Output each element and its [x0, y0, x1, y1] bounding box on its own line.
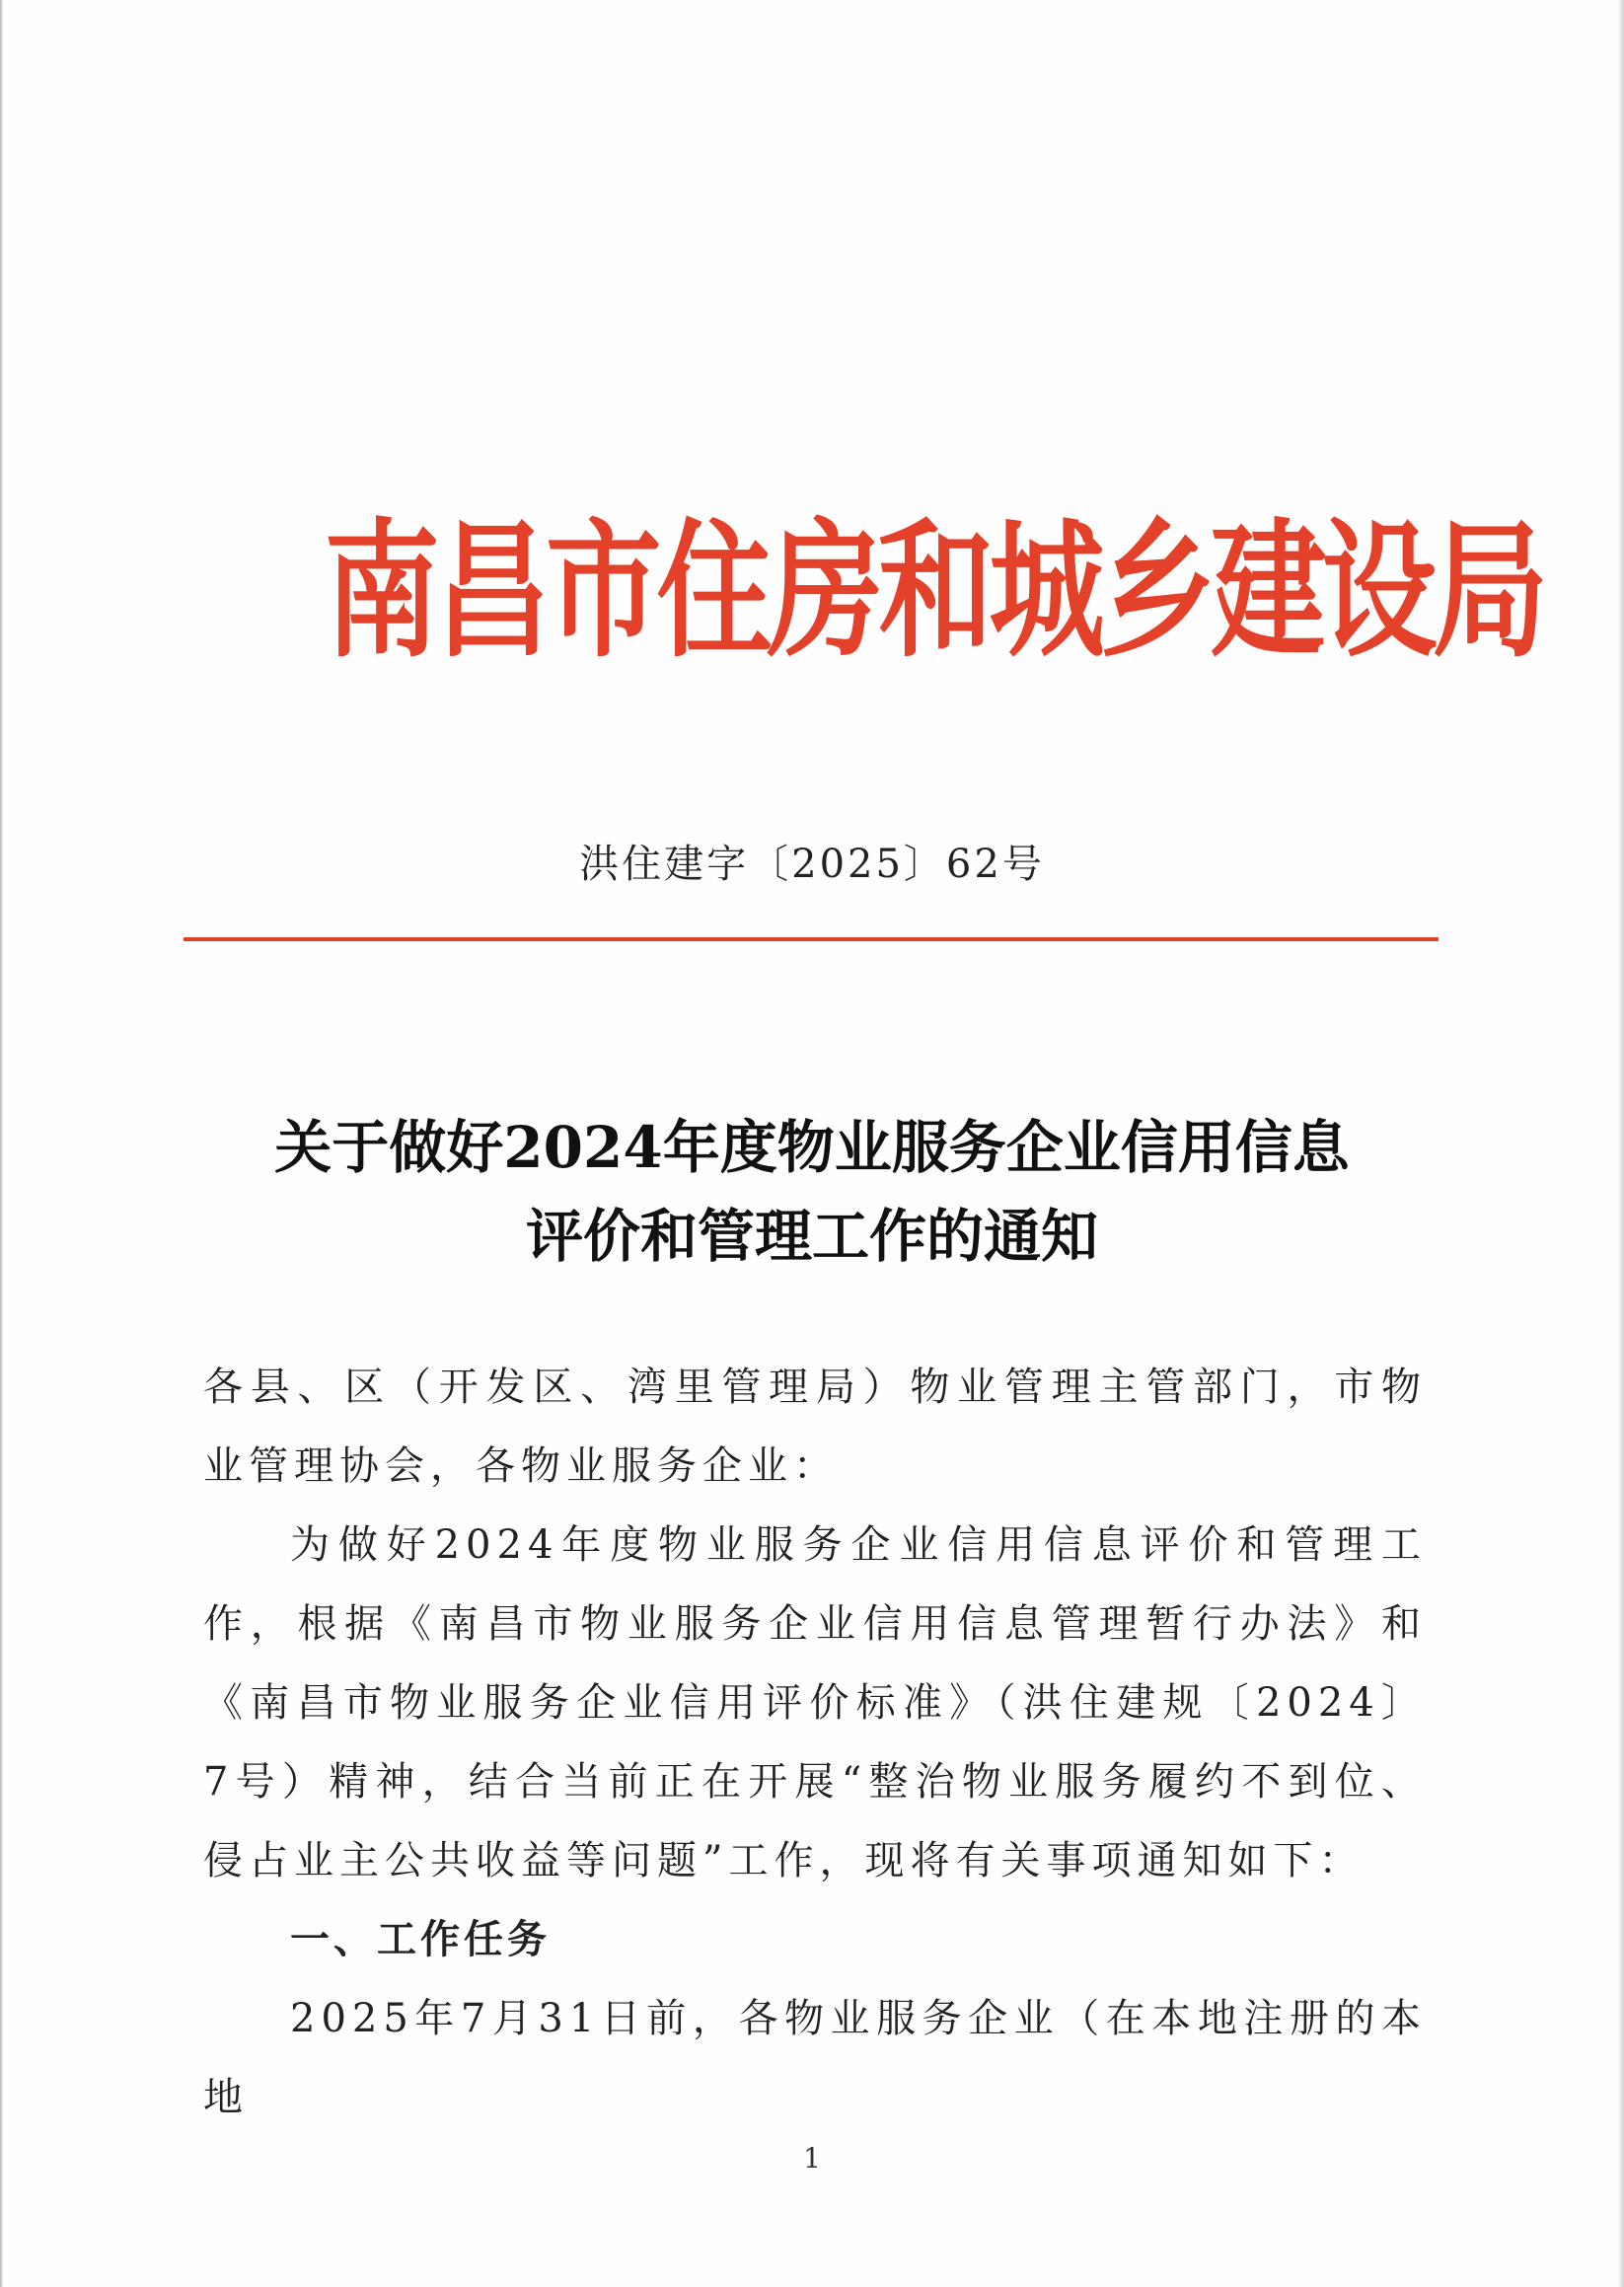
page-number: 1: [803, 2142, 821, 2175]
notice-title-line-2: 评价和管理工作的通知: [525, 1203, 1098, 1270]
red-separator-line: [184, 937, 1439, 941]
notice-title: [0, 1103, 1624, 1281]
notice-title-line-1: 关于做好2024年度物业服务企业信用信息: [274, 1114, 1350, 1181]
section-heading-work-tasks: 一、工作任务: [290, 1917, 551, 1962]
paragraph-work-tasks: 2025年7月31日前，各物业服务企业（在本地注册的本地: [203, 1996, 1427, 2120]
issuer-red-header: 南昌市住房和城乡建设局: [324, 506, 1544, 678]
paragraph-intro: 为做好2024年度物业服务企业信用信息评价和管理工作，根据《南昌市物业服务企业信用信息管理暂行办法》和《南昌市物业服务企业信用评价标准》（洪住建规〔2024〕7号）精神，结合当前正在开展“整治物业服务履约不到位、侵占业主公共收益等问题”工作，现将有关事项通知如下：: [203, 1522, 1427, 1883]
document-number: 洪住建字〔2025〕62号: [579, 842, 1045, 887]
salutation: 各县、区（开发区、湾里管理局）物业管理主管部门，市物业管理协会，各物业服务企业：: [203, 1365, 1427, 1489]
notice-body: [203, 1348, 1427, 2137]
